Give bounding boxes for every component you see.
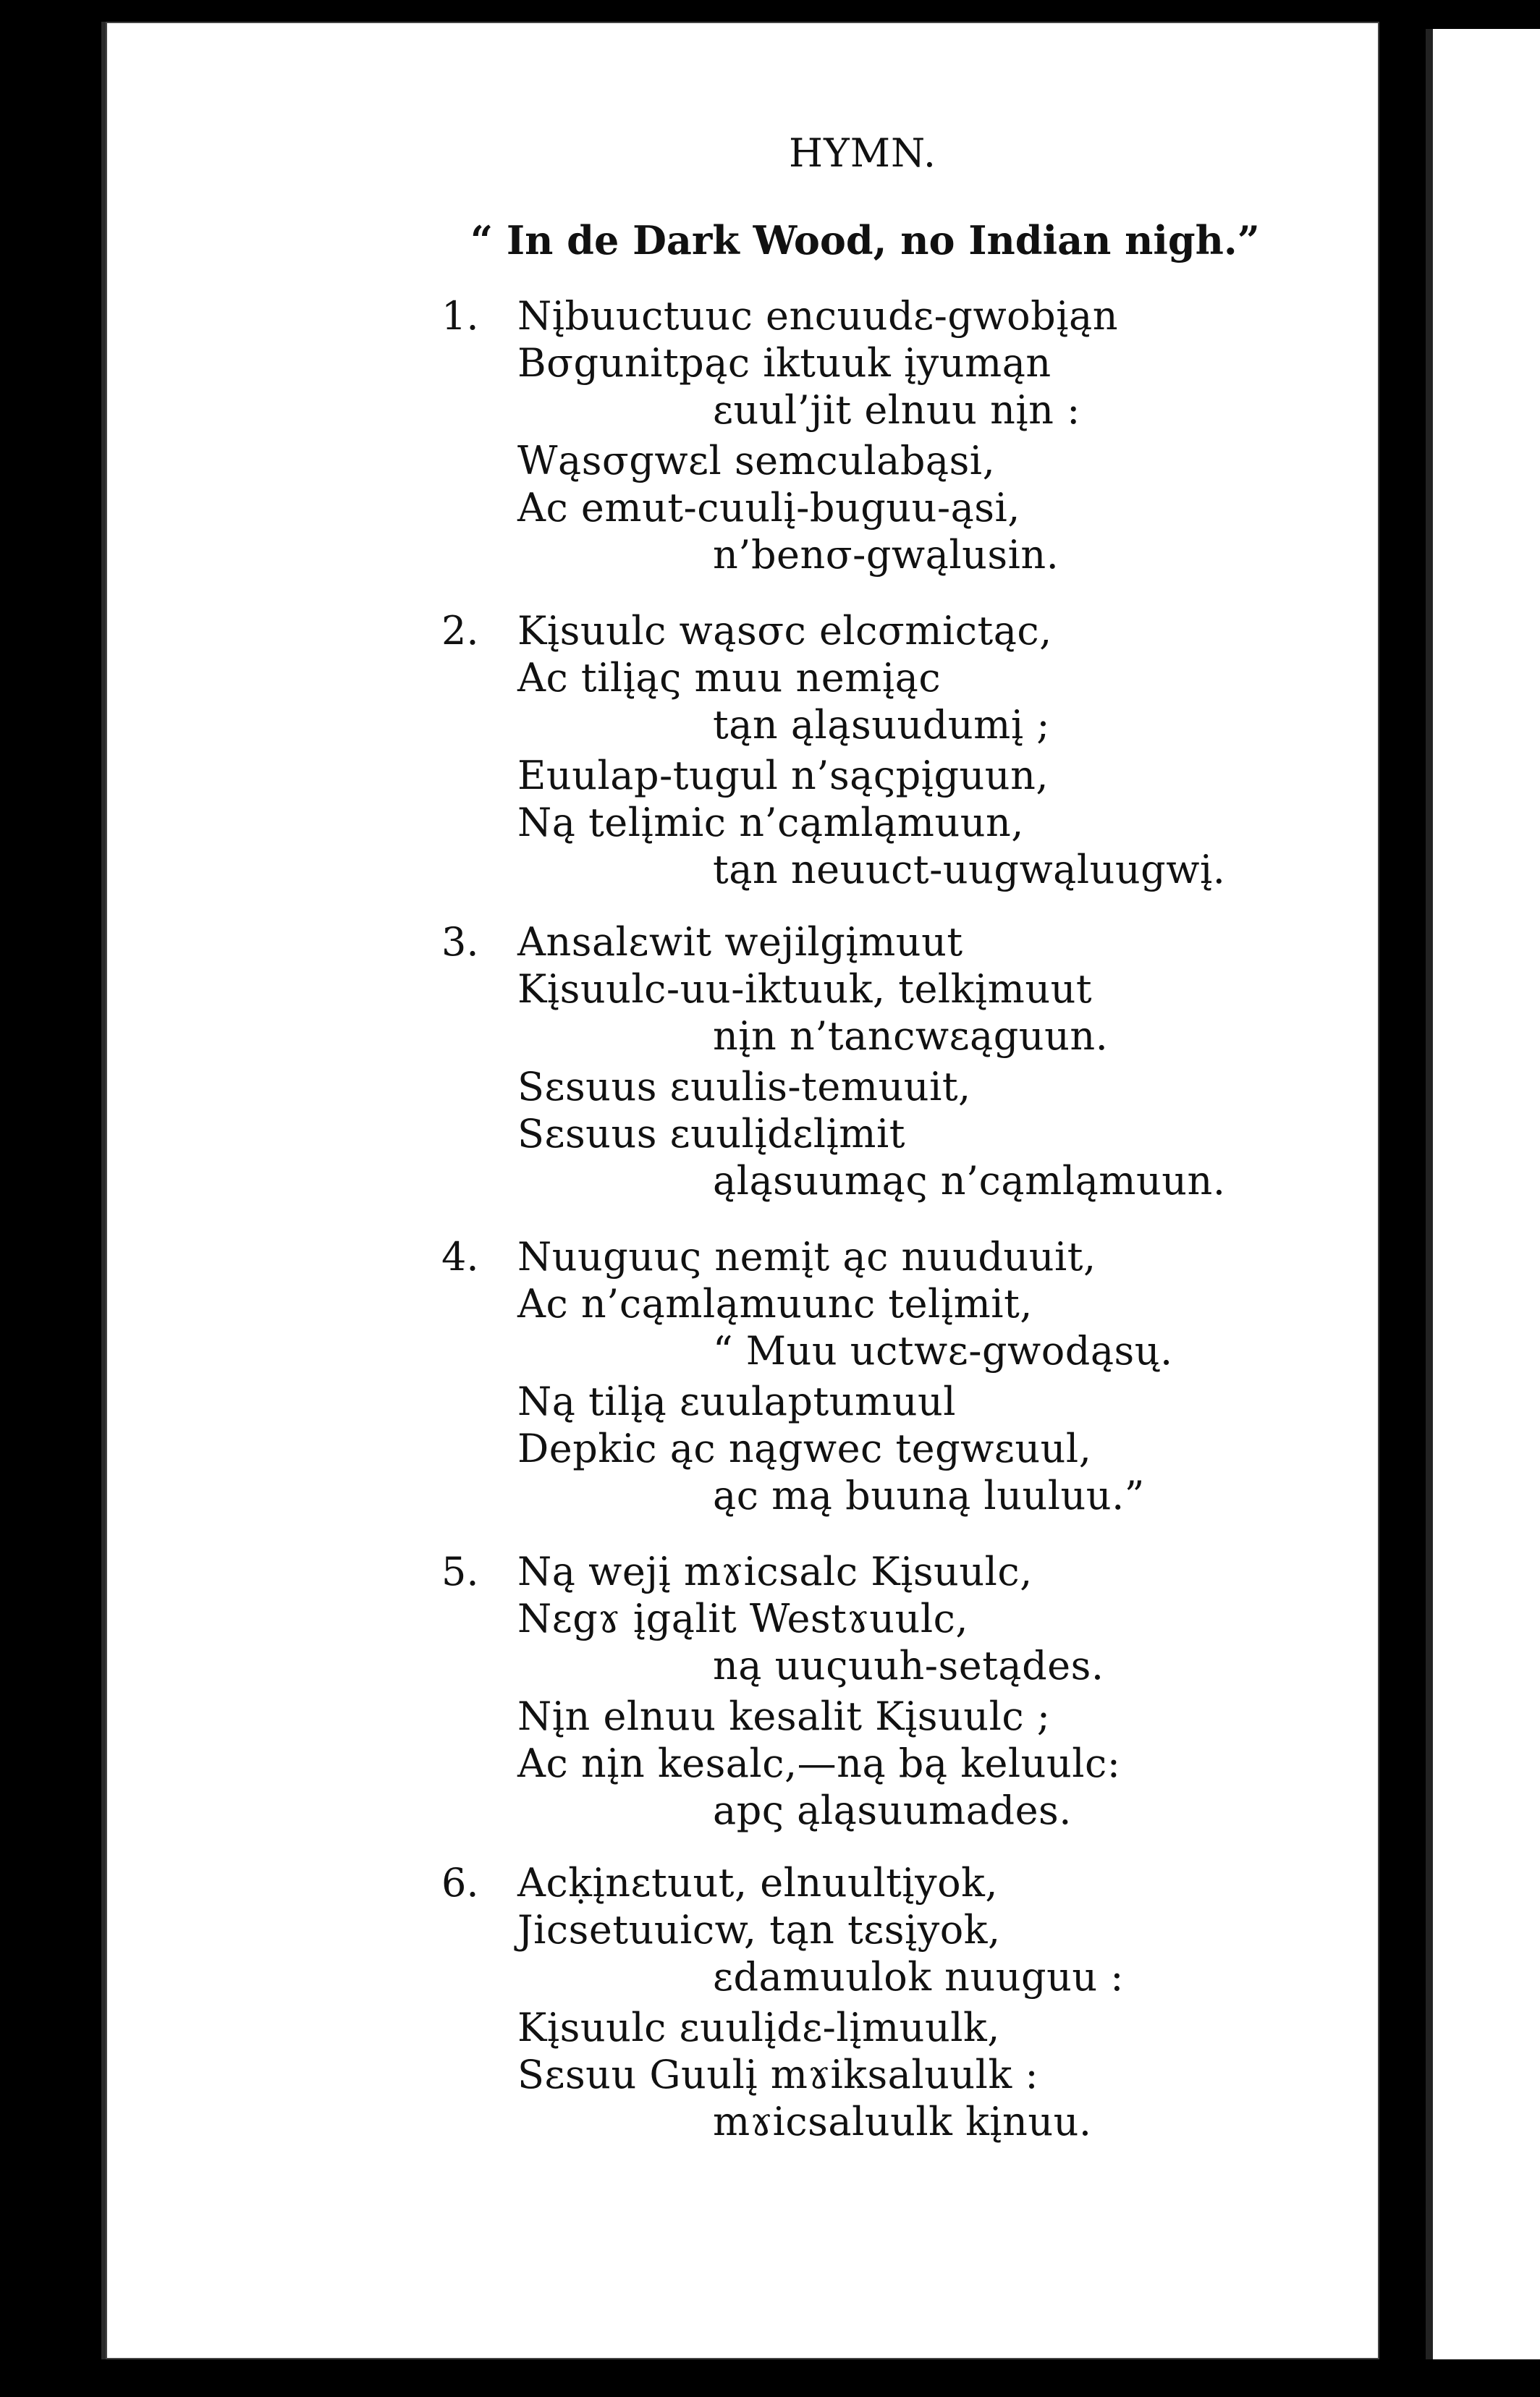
verse-line: ąc mą buuną luuluu.” <box>713 1473 1145 1518</box>
verse-line: ną uuςuuh-setądes. <box>713 1643 1104 1688</box>
hymn-subtitle: “ In de Dark Wood, no Indian nigh.” <box>470 217 1260 263</box>
verse-line: Euulap-tugul n’sąςpįguun, <box>517 753 1049 798</box>
verse-line: Bσgunitpąc iktuuk įyumąn <box>517 340 1052 386</box>
verse-number: 6. <box>441 1860 479 1906</box>
verse-line: Ansalɛwit wejilgįmuut <box>517 919 963 965</box>
verse-line: Sɛsuus ɛuulis-temuuit, <box>517 1064 971 1109</box>
verse-number: 2. <box>441 608 479 654</box>
verse-line: tąn neuuct-uugwąluugwį. <box>713 847 1226 892</box>
verse-number: 3. <box>441 919 479 965</box>
verse-line: Depkic ąc nągwec tegwɛuul, <box>517 1426 1092 1471</box>
verse-line: Wąsσgwɛl semculabąsi, <box>517 438 996 483</box>
facing-page-edge <box>1426 29 1540 2397</box>
verse-line: Ac emut-cuulį-buguu-ąsi, <box>517 485 1020 530</box>
verse-line: tąn ąląsuudumį ; <box>713 702 1050 748</box>
scan-bottom-border <box>0 2359 1540 2397</box>
verse-number: 4. <box>441 1234 479 1280</box>
verse-line: Kįsuulc wąsσc elcσmictąc, <box>517 608 1052 654</box>
verse-line: Ac tilįąς muu nemįąc <box>517 655 942 701</box>
verse-number: 5. <box>441 1549 479 1594</box>
verse-line: Jicsetuuicw, tąn tɛsįyok, <box>517 1907 1001 1953</box>
verse-line: ɛuul’jit elnuu nįn : <box>713 387 1080 433</box>
verse-line: Nįbuuctuuc encuudɛ-gwobįąn <box>517 293 1118 339</box>
verse-line: n’benσ-gwąlusin. <box>713 532 1059 578</box>
verse-line: “ Muu uctwɛ-gwodąsų. <box>713 1328 1173 1374</box>
verse-number: 1. <box>441 293 479 339</box>
verse-line: Nįn elnuu kesalit Kįsuulc ; <box>517 1694 1051 1739</box>
verse-line: Kįsuulc ɛuulįdɛ-lįmuulk, <box>517 2005 1000 2050</box>
verse-line: apς ąląsuumades. <box>713 1788 1072 1833</box>
verse-line: ąląsuumąς n’cąmląmuun. <box>713 1158 1226 1204</box>
verse-line: Ną telįmic n’cąmląmuun, <box>517 800 1024 845</box>
verse-line: Ac n’cąmląmuunc telįmit, <box>517 1281 1033 1327</box>
verse-line: Nɛgɤ įgąlit Westɤuulc, <box>517 1596 969 1641</box>
verse-line: Acḳįnɛtuut, elnuultįyok, <box>517 1860 998 1906</box>
verse-line: nįn n’tancwɛąguun. <box>713 1013 1109 1059</box>
verse-line: Sɛsuus ɛuulįdɛlįmit <box>517 1111 905 1157</box>
verse-line: Sɛsuu Guulį mɤiksaluulk : <box>517 2052 1039 2097</box>
verse-line: Ac nįn kesalc,—ną bą keluulc: <box>517 1741 1121 1786</box>
verse-line: ɛdamuulok nuuguu : <box>713 1954 1124 2000</box>
verse-line: mɤicsaluulk kįnuu. <box>713 2099 1092 2144</box>
verse-line: Ną wejį mɤicsalc Kįsuulc, <box>517 1549 1033 1594</box>
verse-line: Ną tilįą ɛuulaptumuul <box>517 1379 957 1424</box>
verse-line: Kįsuulc-uu-iktuuk, telkįmuut <box>517 966 1093 1012</box>
verse-line: Nuuguuς nemįt ąc nuuduuit, <box>517 1234 1096 1280</box>
hymn-title: HYMN. <box>789 130 936 176</box>
